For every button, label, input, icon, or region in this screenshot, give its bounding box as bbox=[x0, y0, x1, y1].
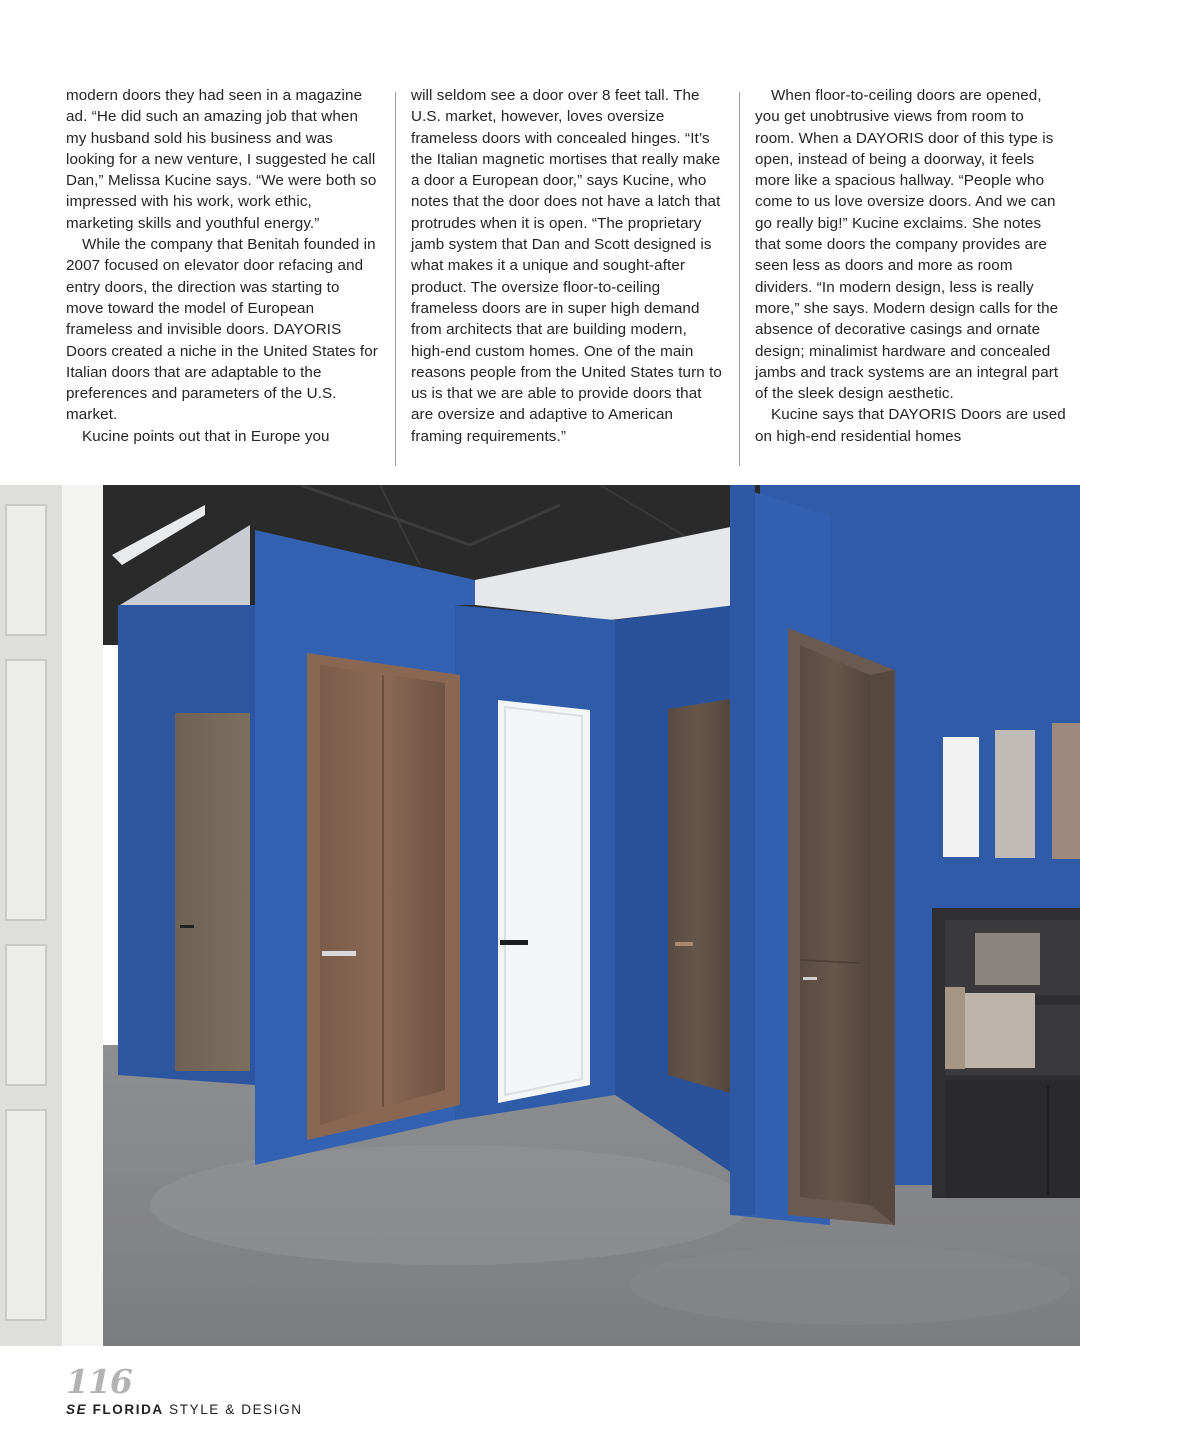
magazine-name-florida: FLORIDA bbox=[92, 1402, 164, 1417]
magazine-name bbox=[66, 1402, 303, 1417]
article-column-1 bbox=[66, 85, 378, 447]
page-number: 116 bbox=[66, 1362, 132, 1401]
showroom-photo bbox=[0, 485, 1080, 1346]
column-divider bbox=[739, 92, 740, 466]
magazine-name-rest: STYLE & DESIGN bbox=[169, 1402, 303, 1417]
oak-door-recess bbox=[668, 699, 730, 1093]
paragraph: Kucine says that DAYORIS Doors are used on high-end residential homes bbox=[755, 406, 1066, 445]
paragraph: When floor-to-ceiling doors are opened, you get unobtrusive views from room to room. When a DAYORIS door of this type is open, instead of being a doorway, it feels more like a spacious hallway. “People who come to us love oversize doors. And we can go really big!” Kucine exclaims. She notes that some doors the company provides are seen less as doors and more as room dividers. “In modern design, less is really more,” she says. Modern design calls for the absence of decorative casings and ornate design; minalimist hardware and concealed jambs and track systems are an integral part of the sleek design aesthetic. bbox=[755, 87, 1059, 403]
paragraph: will seldom see a door over 8 feet tall. The U.S. market, however, loves oversize frameless doors with concealed hinges. “It’s the Italian magnetic mortises that really make a door a European door,” says Kucine, who notes that the door does not have a latch that protrudes when it is open. “The proprietary jamb system that Dan and Scott designed is what makes it a unique and sought-after product. The oversize floor-to-ceiling frameless doors are in super high demand from architects that are building modern, high-end custom homes. One of the main reasons people from the United States turn to us is that we are able to provide doors that are oversize and adaptive to American framing requirements.” bbox=[411, 87, 722, 445]
article-body bbox=[66, 85, 1068, 469]
showroom-illustration bbox=[0, 485, 1080, 1346]
paragraph: While the company that Benitah founded in 2007 focused on elevator door refacing and entry doors, the direction was starting to move toward the model of European frameless and invisible doors. DAYORIS Doors created a niche in the United States for Italian doors that are adaptable to the preferences and parameters of the U.S. market. bbox=[66, 236, 378, 424]
page-folio bbox=[66, 1364, 303, 1417]
framed-dark-door bbox=[800, 645, 870, 1205]
swatch bbox=[995, 730, 1035, 858]
paragraph: modern doors they had seen in a magazine ad. “He did such an amazing job that when my husband sold his business and was looking for a new venture, I suggested he call Dan,” Melissa Kucine says. “We were both so impressed with his work, work ethic, marketing skills and youthful energy.” bbox=[66, 87, 377, 232]
column-divider bbox=[395, 92, 396, 466]
magazine-name-se: SE bbox=[66, 1402, 88, 1417]
white-door bbox=[498, 700, 590, 1103]
swatch bbox=[1052, 723, 1080, 859]
swatch bbox=[943, 737, 979, 857]
article-column-3 bbox=[755, 85, 1067, 447]
paragraph: Kucine points out that in Europe you bbox=[82, 427, 330, 445]
gray-oak-door bbox=[175, 713, 250, 1071]
article-column-2 bbox=[411, 85, 723, 447]
